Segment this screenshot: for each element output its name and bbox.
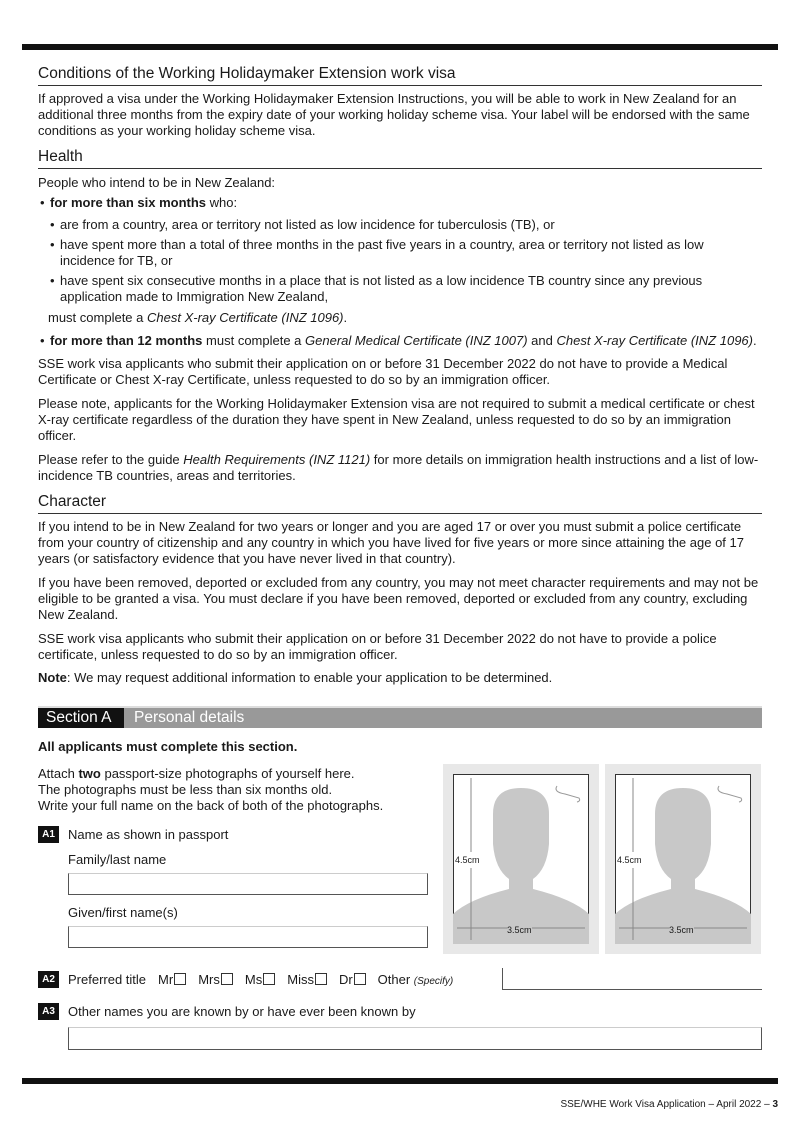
health-heading: Health bbox=[38, 147, 762, 169]
health-sub-bullet: • have spent more than a total of three months in the past five years in a country, area or territory not listed as low incidence for TB, or bbox=[48, 237, 762, 269]
passport-photo-placeholder bbox=[605, 764, 761, 954]
top-rule bbox=[22, 44, 778, 50]
question-number: A3 bbox=[38, 1003, 59, 1020]
health-must-xray bbox=[48, 310, 347, 326]
given-name-input[interactable] bbox=[68, 926, 428, 948]
health-bullet-six-months bbox=[38, 195, 237, 211]
given-name-label: Given/first name(s) bbox=[68, 905, 178, 920]
bold-text: two bbox=[78, 766, 101, 781]
text: . bbox=[753, 333, 757, 348]
form-ref: Chest X-ray Certificate (INZ 1096) bbox=[556, 333, 753, 348]
health-sse-text: SSE work visa applicants who submit their application on or before 31 December 2022 do not have to provide a Medical Certificate or Chest X-ray Certificate, unless requested to do so by an immigration officer. bbox=[38, 356, 728, 387]
conditions-heading: Conditions of the Working Holidaymaker Extension work visa bbox=[38, 64, 762, 86]
height-label: 4.5cm bbox=[455, 852, 480, 868]
question-number: A1 bbox=[38, 826, 59, 843]
text: Please refer to the guide bbox=[38, 452, 184, 467]
photo-instructions bbox=[38, 766, 438, 814]
footer bbox=[560, 1097, 778, 1113]
bottom-rule bbox=[22, 1078, 778, 1084]
title-mrs-checkbox[interactable] bbox=[221, 973, 233, 985]
text: The photographs must be less than six months old. bbox=[38, 782, 333, 797]
character-heading: Character bbox=[38, 492, 762, 514]
title-mr-label: Mr bbox=[158, 972, 174, 987]
health-guide-text bbox=[38, 452, 762, 484]
title-other-input[interactable] bbox=[502, 968, 762, 990]
guide-ref: Health Requirements (INZ 1121) bbox=[183, 452, 371, 467]
text: must complete a bbox=[202, 333, 306, 348]
width-label: 3.5cm bbox=[669, 922, 694, 938]
section-title: Personal details bbox=[134, 709, 245, 726]
form-ref: General Medical Certificate (INZ 1007) bbox=[305, 333, 528, 348]
character-police-text: If you intend to be in New Zealand for two years or longer and you are aged 17 or over you must submit a police certificate from your country of citizenship and any country in which you have lived for five years or more since attaining the age of 17 years (or satisfactory evidence that you have never lived in that country). bbox=[38, 519, 744, 566]
character-removed-text: If you have been removed, deported or excluded from any country, you may not meet character requirements and may not be eligible to be granted a visa. You must declare if you have been removed, deported or excluded from any country, excluding New Zealand. bbox=[38, 575, 759, 622]
text: who: bbox=[206, 195, 238, 210]
text: Attach bbox=[38, 766, 79, 781]
specify-hint: (Specify) bbox=[413, 976, 454, 987]
section-instruction: All applicants must complete this section. bbox=[38, 739, 298, 754]
title-mr-checkbox[interactable] bbox=[174, 973, 186, 985]
title-ms-checkbox[interactable] bbox=[263, 973, 275, 985]
bold-text: for more than 12 months bbox=[50, 333, 203, 348]
a3-label: Other names you are known by or have ever been known by bbox=[68, 1004, 416, 1019]
section-a-header bbox=[38, 706, 762, 728]
a1-label: Name as shown in passport bbox=[68, 827, 229, 842]
question-number: A2 bbox=[38, 971, 59, 988]
text: passport-size photographs of yourself here. bbox=[100, 766, 355, 781]
section-label: Section A bbox=[38, 708, 124, 728]
character-sse-text: SSE work visa applicants who submit their application on or before 31 December 2022 do not have to provide a police certificate, unless requested to do so by an immigration officer. bbox=[38, 631, 717, 662]
passport-photo-placeholder bbox=[443, 764, 599, 954]
conditions-text: If approved a visa under the Working Holidaymaker Extension Instructions, you will be able to work in New Zealand for an additional three months from the expiry date of your working holiday scheme visa. Your label will be endorsed with the same conditions as your working holiday scheme visa. bbox=[38, 91, 750, 138]
title-dr-checkbox[interactable] bbox=[354, 973, 366, 985]
width-label: 3.5cm bbox=[507, 922, 532, 938]
family-name-label: Family/last name bbox=[68, 852, 167, 867]
form-ref: Chest X-ray Certificate (INZ 1096) bbox=[147, 310, 344, 325]
text: : We may request additional information to enable your application to be determined. bbox=[66, 670, 553, 685]
health-bullet-12-months bbox=[38, 333, 757, 349]
character-note bbox=[38, 670, 762, 686]
text: must complete a bbox=[48, 310, 147, 325]
other-names-input[interactable] bbox=[68, 1027, 762, 1050]
text: Write your full name on the back of both of the photographs. bbox=[38, 798, 384, 813]
text: . bbox=[343, 310, 348, 325]
health-intro: People who intend to be in New Zealand: bbox=[38, 175, 276, 190]
preferred-title-row bbox=[68, 972, 453, 990]
height-label: 4.5cm bbox=[617, 852, 642, 868]
preferred-title-label: Preferred title bbox=[68, 972, 147, 987]
title-ms-label: Ms bbox=[244, 972, 263, 987]
health-sub-bullet: • have spent six consecutive months in a place that is not listed as a low incidence TB country since any previous application made to Immigration New Zealand, bbox=[48, 273, 762, 305]
family-name-input[interactable] bbox=[68, 873, 428, 895]
health-sub-bullet: • are from a country, area or territory not listed as low incidence for tuberculosis (TB), or bbox=[48, 217, 762, 233]
title-miss-checkbox[interactable] bbox=[315, 973, 327, 985]
footer-text: SSE/WHE Work Visa Application – April 2022 – bbox=[560, 1099, 773, 1110]
title-dr-label: Dr bbox=[338, 972, 353, 987]
text: for more details on immigration health instructions and a list of low-incidence TB countries, areas and territories. bbox=[38, 452, 759, 483]
title-mrs-label: Mrs bbox=[198, 972, 220, 987]
title-miss-label: Miss bbox=[287, 972, 314, 987]
health-whe-text: Please note, applicants for the Working Holidaymaker Extension visa are not required to submit a medical certificate or chest X-ray certificate regardless of the duration they have spent in New Zealand, unless requested to do so by an immigration officer. bbox=[38, 396, 755, 443]
page-number: 3 bbox=[772, 1099, 778, 1110]
title-other-label: Other bbox=[377, 972, 414, 987]
bold-text: for more than six months bbox=[50, 195, 207, 210]
note-label: Note bbox=[38, 670, 67, 685]
text: and bbox=[527, 333, 557, 348]
